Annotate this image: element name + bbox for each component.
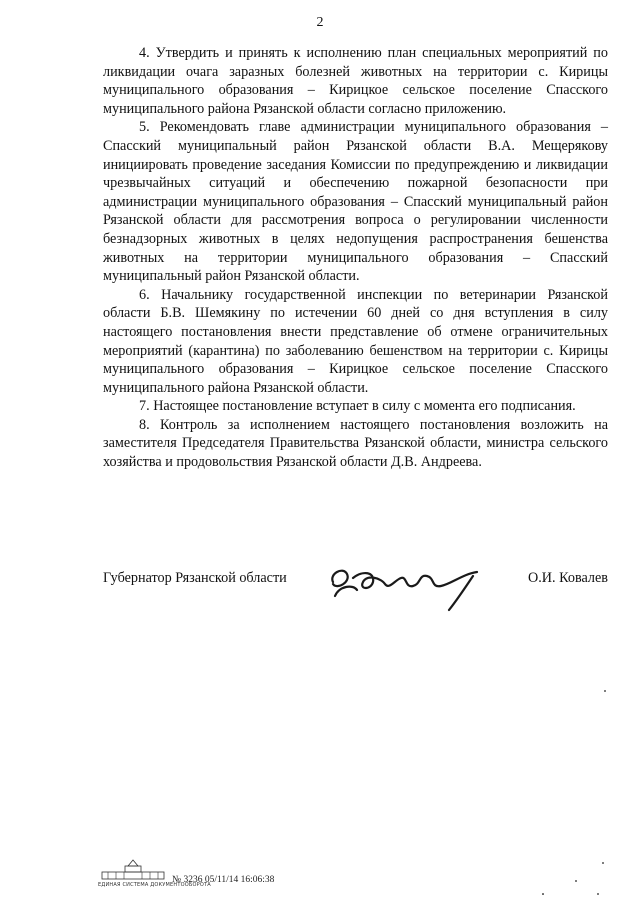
- registry-logo: [98, 858, 211, 888]
- signer-title: Губернатор Рязанской области: [103, 570, 287, 586]
- signature-block: [103, 560, 608, 620]
- paragraph-6: 6. Начальнику государственной инспекции по ветеринарии Рязанской области Б.В. Шемякину по истечении 60 дней со дня вступления в силу настоящего постановления внести представление об отмене ограничительных мероприятий (карантина) по заболеванию бешенством на территории с. Кирицы муниципального образования – Кирицкое сельское поселение Спасского муниципального района Рязанской области.: [103, 286, 608, 396]
- building-logo-icon: [98, 858, 168, 880]
- document-body: [103, 44, 608, 472]
- paragraph-5: 5. Рекомендовать главе администрации муниципального образования – Спасский муниципальный район Рязанской области В.А. Мещерякову инициировать проведение заседания Комиссии по предупреждению и ликвидации чрезвычайных ситуаций и обеспечению пожарной безопасности при администрации муниципального образования – Спасский муниципальный район Рязанской области для рассмотрения вопроса о регулировании численности безнадзорных животных в целях недопущения распространения бешенства животных на территории муниципального образования – Спасский муниципальный район Рязанской области.: [103, 119, 608, 285]
- paragraph-8: 8. Контроль за исполнением настоящего постановления возложить на заместителя Председателя Правительства Рязанской области, министра сельского хозяйства и продовольствия Рязанской области Д.В. Андреева.: [103, 416, 608, 471]
- scan-speck: [597, 893, 599, 895]
- paragraph-4: 4. Утвердить и принять к исполнению план специальных мероприятий по ликвидации очага заразных болезней животных на территории с. Кирицы муниципального образования – Кирицкое сельское поселение Спасского муниципального района Рязанской области согласно приложению.: [103, 45, 608, 117]
- logo-caption: ЕДИНАЯ СИСТЕМА ДОКУМЕНТООБОРОТА: [98, 882, 211, 888]
- scan-speck: [575, 880, 577, 882]
- paragraph-7: 7. Настоящее постановление вступает в силу с момента его подписания.: [139, 398, 576, 415]
- signer-name: О.И. Ковалев: [528, 570, 608, 586]
- scan-speck: [542, 893, 544, 895]
- handwritten-signature: [323, 560, 493, 614]
- registration-stamp: № 3236 05/11/14 16:06:38: [172, 875, 275, 885]
- page-number: 2: [316, 15, 324, 30]
- scan-speck: [604, 690, 606, 692]
- scan-speck: [602, 862, 604, 864]
